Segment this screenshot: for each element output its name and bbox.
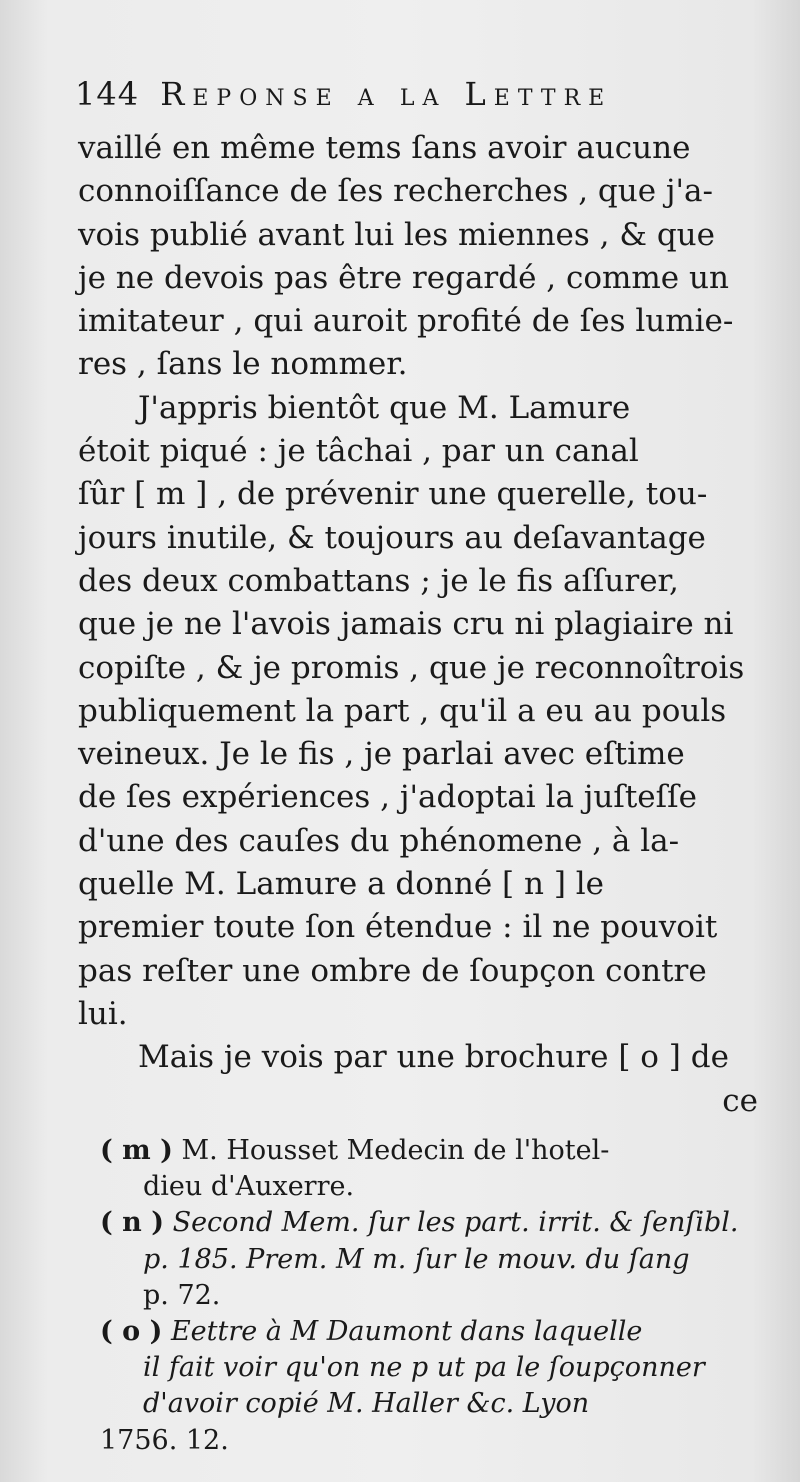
footnotes (100, 1133, 765, 1459)
footnote-text: p. 72. (143, 1279, 221, 1311)
text-line: veineux. Je le fis , je parlai avec eſtime (78, 736, 685, 773)
page-number: 144 (75, 75, 140, 113)
text-line: jours inutile, & toujours au deſavantage (78, 519, 706, 556)
running-title: Reponse a la Lettre (160, 75, 613, 113)
text-line: premier toute ſon étendue : il ne pouvoit (78, 909, 718, 946)
text-line: copiſte , & je promis , que je reconnoîtrois (78, 649, 745, 686)
text-line: d'une des cauſes du phénomene , à la- (78, 822, 680, 859)
footnote-text (100, 1242, 765, 1278)
footnote-o (100, 1314, 765, 1350)
catchword: ce (722, 1082, 758, 1119)
paragraph-start-line: J'appris bientôt que M. Lamure (138, 389, 631, 426)
footnote-mark: ( o ) (100, 1315, 163, 1347)
text-line: pas reſter une ombre de ſoupçon contre (78, 952, 707, 989)
text-line: res , ſans le nommer. (78, 346, 408, 383)
text-line: connoiſſance de ſes recherches , que j'a- (78, 173, 714, 210)
footnote-text: 1756. 12. (100, 1424, 229, 1456)
text-line: étoit piqué : je tâchai , par un canal (78, 433, 639, 470)
text-line: vaillé en même tems ſans avoir aucune (78, 130, 691, 166)
text-line: quelle M. Lamure a donné [ n ] le (78, 866, 605, 903)
main-text (78, 127, 758, 1123)
footnote-text-italic: il fait voir qu'on ne p ut pa le ſoupçonner (143, 1352, 705, 1384)
text-line: de ſes expériences , j'adoptai la juſteſſe (78, 779, 697, 816)
footnote-text (100, 1350, 765, 1386)
footnote-text-italic: p. 185. Prem. M m. ſur le mouv. du ſang (143, 1243, 690, 1275)
text-line: imitateur , qui auroit profité de ſes lumie- (78, 303, 734, 340)
footnote-text: Eettre à M Daumont dans laquelle (170, 1315, 643, 1347)
footnote-m (100, 1133, 765, 1169)
text-line: je ne devois pas être regardé , comme un (78, 259, 729, 296)
footnote-mark: ( n ) (100, 1207, 164, 1239)
footnote-text-italic: d'avoir copié M. Haller &c. Lyon (143, 1388, 590, 1420)
footnote-mark: ( m ) (100, 1135, 173, 1166)
footnote-n (100, 1205, 765, 1241)
text-line: lui. (78, 995, 128, 1032)
text-line: des deux combattans ; je le fis aſſurer, (78, 562, 679, 599)
footnote-text (100, 1386, 765, 1422)
text-line: vois publié avant lui les miennes , & que (78, 216, 715, 253)
text-line: ſûr [ m ] , de prévenir une querelle, tou- (78, 476, 708, 513)
footnote-text: dieu d'Auxerre. (143, 1171, 355, 1203)
text-line: publiquement la part , qu'il a eu au pouls (78, 692, 727, 729)
paragraph-start-line: Mais je vois par une brochure [ o ] de (138, 1039, 729, 1076)
running-header (75, 74, 745, 114)
footnote-text: Second Mem. ſur les part. irrit. & ſenſibl. (172, 1207, 739, 1239)
footnote-text: M. Housset Medecin de l'hotel- (181, 1135, 610, 1166)
text-line: que je ne l'avois jamais cru ni plagiaire ni (78, 606, 734, 643)
